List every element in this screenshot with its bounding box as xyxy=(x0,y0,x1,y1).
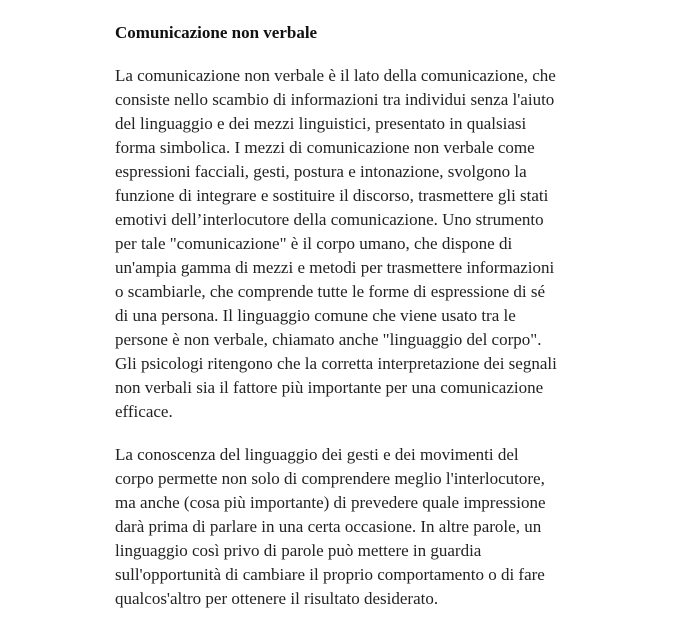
paragraph-line: darà prima di parlare in una certa occasione. In altre parole, un xyxy=(115,517,542,536)
paragraph-line: funzione di integrare e sostituire il discorso, trasmettere gli stati xyxy=(115,186,549,205)
paragraph-line: qualcos'altro per ottenere il risultato desiderato. xyxy=(115,589,439,608)
article-title: Comunicazione non verbale xyxy=(115,23,318,42)
paragraph-line: linguaggio così privo di parole può mettere in guardia xyxy=(115,541,482,560)
paragraph-line: efficace. xyxy=(115,402,173,421)
paragraph-line: per tale "comunicazione" è il corpo umano, che dispone di xyxy=(115,234,513,253)
paragraph-line: sull'opportunità di cambiare il proprio comportamento o di fare xyxy=(115,565,545,584)
paragraph-line: La comunicazione non verbale è il lato della comunicazione, che xyxy=(115,66,556,85)
article xyxy=(115,21,585,630)
paragraph-line: forma simbolica. I mezzi di comunicazione non verbale come xyxy=(115,138,535,157)
paragraph-line: La conoscenza del linguaggio dei gesti e dei movimenti del xyxy=(115,445,519,464)
paragraph-line: o scambiarle, che comprende tutte le forme di espressione di sé xyxy=(115,282,546,301)
paragraph-line: non verbali sia il fattore più importante per una comunicazione xyxy=(115,378,544,397)
paragraph-line: ma anche (cosa più importante) di prevedere quale impressione xyxy=(115,493,546,512)
paragraph-line: corpo permette non solo di comprendere meglio l'interlocutore, xyxy=(115,469,545,488)
paragraph-line: di una persona. Il linguaggio comune che viene usato tra le xyxy=(115,306,516,325)
paragraph-line: consiste nello scambio di informazioni tra individui senza l'aiuto xyxy=(115,90,555,109)
paragraph-2 xyxy=(115,443,585,611)
paragraph-line: persone è non verbale, chiamato anche "linguaggio del corpo". xyxy=(115,330,542,349)
paragraph-line: espressioni facciali, gesti, postura e intonazione, svolgono la xyxy=(115,162,527,181)
paragraph-line: emotivi dell’interlocutore della comunicazione. Uno strumento xyxy=(115,210,544,229)
paragraph-line: del linguaggio e dei mezzi linguistici, presentato in qualsiasi xyxy=(115,114,527,133)
paragraph-line: un'ampia gamma di mezzi e metodi per trasmettere informazioni xyxy=(115,258,555,277)
paragraph-line: Gli psicologi ritengono che la corretta interpretazione dei segnali xyxy=(115,354,557,373)
paragraph-1 xyxy=(115,64,585,424)
